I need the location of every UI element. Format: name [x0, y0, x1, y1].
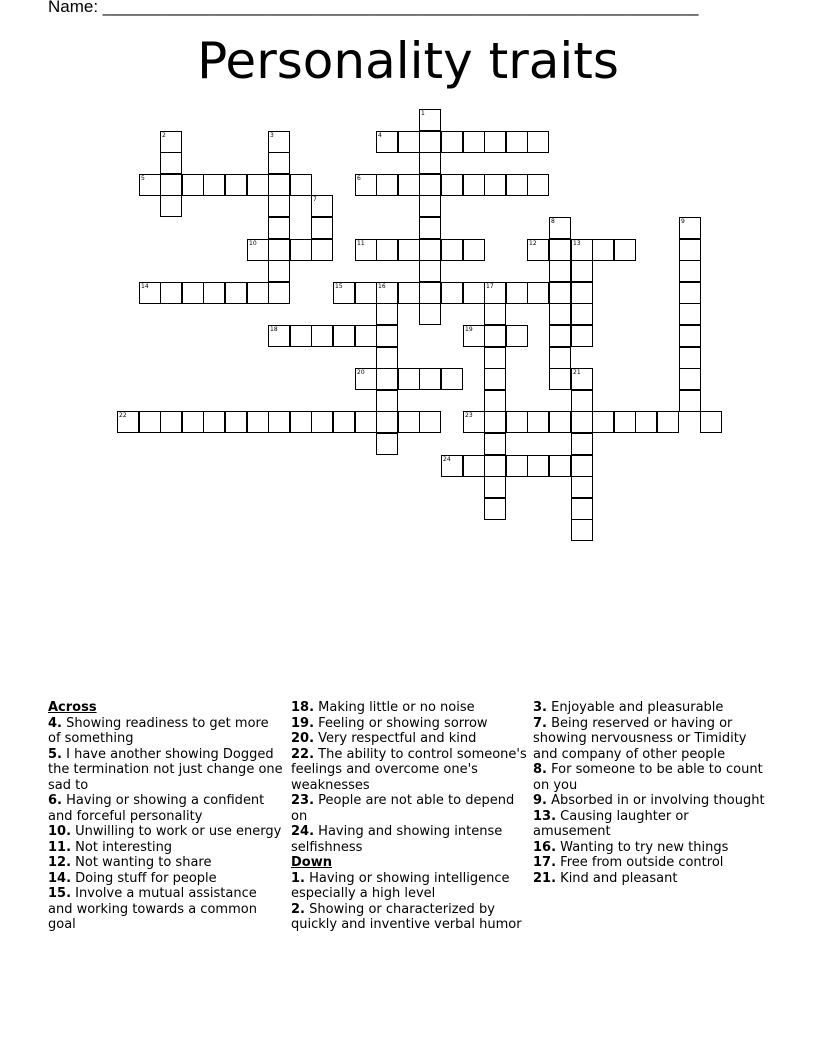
- grid-cell[interactable]: [376, 303, 398, 325]
- clue-number: 24.: [291, 824, 315, 839]
- grid-cell[interactable]: [571, 411, 593, 433]
- grid-cell[interactable]: [160, 174, 182, 196]
- clue-item: [48, 793, 283, 824]
- grid-cell[interactable]: [419, 152, 441, 174]
- clue-number: 14.: [48, 870, 72, 886]
- clue-number: 17.: [533, 855, 557, 870]
- grid-cell[interactable]: [419, 303, 441, 325]
- grid-cell[interactable]: [139, 174, 161, 196]
- grid-cell[interactable]: [635, 411, 657, 433]
- clue-number: 19.: [291, 715, 315, 731]
- grid-cell[interactable]: [441, 131, 463, 153]
- grid-cell[interactable]: [614, 239, 636, 261]
- down-clue-list-continued: [533, 700, 768, 886]
- clue-text: Having or showing a confident and forceful personality: [48, 793, 265, 824]
- clues-column-2: [291, 700, 531, 933]
- grid-cell[interactable]: [679, 239, 701, 261]
- clue-item: [533, 840, 768, 856]
- grid-cell[interactable]: [506, 411, 528, 433]
- grid-cell[interactable]: [225, 174, 247, 196]
- grid-cell[interactable]: [506, 174, 528, 196]
- clue-item: [533, 716, 768, 763]
- grid-cell[interactable]: [311, 195, 333, 217]
- down-clue-list: [291, 871, 531, 933]
- grid-cell[interactable]: [355, 411, 377, 433]
- grid-cell[interactable]: [376, 282, 398, 304]
- grid-cell[interactable]: [117, 411, 139, 433]
- grid-cell[interactable]: [549, 455, 571, 477]
- clue-number: 12.: [48, 855, 72, 870]
- grid-cell[interactable]: [463, 131, 485, 153]
- grid-cell[interactable]: [419, 282, 441, 304]
- clue-text: Having or showing intelligence especially a high level: [291, 870, 510, 901]
- grid-cell[interactable]: [268, 282, 290, 304]
- grid-cell[interactable]: [376, 174, 398, 196]
- clue-text: Making little or no noise: [318, 700, 475, 715]
- grid-cell[interactable]: [463, 239, 485, 261]
- clue-text: People are not able to depend on: [291, 793, 515, 824]
- clue-text: I have another showing Dogged the termination not just change one sad to: [48, 746, 283, 793]
- clue-number: 21.: [533, 870, 557, 886]
- clues-column-3: [533, 700, 768, 886]
- grid-cell[interactable]: [268, 131, 290, 153]
- clues-column-1: [48, 700, 283, 933]
- clue-number: 19: [465, 326, 473, 333]
- grid-cell[interactable]: [225, 282, 247, 304]
- grid-cell[interactable]: [247, 411, 269, 433]
- clue-number: 15.: [48, 886, 72, 901]
- grid-cell[interactable]: [571, 498, 593, 520]
- clue-number: 5.: [48, 746, 62, 762]
- grid-cell[interactable]: [182, 174, 204, 196]
- clue-number: 10.: [48, 824, 72, 839]
- grid-cell[interactable]: [484, 282, 506, 304]
- name-line: _______________________________________________________________: [102, 0, 699, 16]
- clue-number: 2.: [291, 901, 305, 917]
- grid-cell[interactable]: [419, 109, 441, 131]
- name-label: Name:: [48, 0, 103, 16]
- clue-text: Not wanting to share: [75, 855, 212, 870]
- clue-number: 11: [357, 240, 365, 247]
- clue-number: 4: [378, 132, 382, 139]
- down-heading: Down: [291, 855, 332, 870]
- grid-cell[interactable]: [484, 303, 506, 325]
- grid-cell[interactable]: [398, 131, 420, 153]
- across-clue-list: [48, 716, 283, 933]
- grid-cell[interactable]: [484, 476, 506, 498]
- clue-item: [48, 716, 283, 747]
- grid-cell[interactable]: [355, 174, 377, 196]
- clue-item: [291, 747, 531, 794]
- across-clue-list-continued: [291, 700, 531, 855]
- grid-cell[interactable]: [398, 411, 420, 433]
- grid-cell[interactable]: [679, 303, 701, 325]
- grid-cell[interactable]: [355, 239, 377, 261]
- grid-cell[interactable]: [571, 239, 593, 261]
- clue-number: 14: [141, 283, 149, 290]
- grid-cell[interactable]: [419, 131, 441, 153]
- grid-cell[interactable]: [311, 217, 333, 239]
- clue-number: 11.: [48, 839, 72, 855]
- grid-cell[interactable]: [571, 433, 593, 455]
- grid-cell[interactable]: [355, 325, 377, 347]
- clue-text: Showing or characterized by quickly and inventive verbal humor: [291, 901, 522, 932]
- clue-text: Absorbed in or involving thought: [551, 793, 765, 808]
- grid-cell[interactable]: [419, 195, 441, 217]
- grid-cell[interactable]: [527, 455, 549, 477]
- clue-number: 22.: [291, 746, 315, 762]
- clue-item: [533, 855, 768, 871]
- grid-cell[interactable]: [484, 433, 506, 455]
- grid-cell[interactable]: [311, 239, 333, 261]
- grid-cell[interactable]: [160, 195, 182, 217]
- grid-cell[interactable]: [441, 368, 463, 390]
- clue-text: Free from outside control: [560, 855, 724, 870]
- clue-text: Involve a mutual assistance and working towards a common goal: [48, 886, 257, 932]
- grid-cell[interactable]: [160, 282, 182, 304]
- clue-number: 23: [465, 412, 473, 419]
- grid-cell[interactable]: [290, 239, 312, 261]
- grid-cell[interactable]: [333, 325, 355, 347]
- clue-number: 10: [249, 240, 257, 247]
- clue-number: 15: [335, 283, 343, 290]
- clue-item: [48, 855, 283, 871]
- grid-cell[interactable]: [182, 411, 204, 433]
- grid-cell[interactable]: [527, 239, 549, 261]
- grid-cell[interactable]: [268, 217, 290, 239]
- clue-number: 16.: [533, 839, 557, 855]
- grid-cell[interactable]: [290, 325, 312, 347]
- grid-cell[interactable]: [376, 347, 398, 369]
- grid-cell[interactable]: [592, 411, 614, 433]
- grid-cell[interactable]: [247, 174, 269, 196]
- page-title: Personality traits: [197, 32, 619, 90]
- clue-item: [533, 809, 768, 840]
- grid-cell[interactable]: [463, 325, 485, 347]
- grid-cell[interactable]: [679, 260, 701, 282]
- clue-number: 18: [270, 326, 278, 333]
- grid-cell[interactable]: [419, 239, 441, 261]
- grid-cell[interactable]: [571, 390, 593, 412]
- grid-cell[interactable]: [203, 174, 225, 196]
- grid-cell[interactable]: [290, 174, 312, 196]
- clue-text: Enjoyable and pleasurable: [551, 700, 724, 715]
- clue-number: 16: [378, 283, 386, 290]
- grid-cell[interactable]: [527, 131, 549, 153]
- clue-item: [291, 731, 531, 747]
- clue-text: Very respectful and kind: [318, 731, 477, 746]
- grid-cell[interactable]: [679, 390, 701, 412]
- clue-text: Doing stuff for people: [75, 870, 217, 886]
- grid-cell[interactable]: [376, 325, 398, 347]
- clue-item: [48, 824, 283, 840]
- grid-cell[interactable]: [679, 368, 701, 390]
- grid-cell[interactable]: [484, 411, 506, 433]
- grid-cell[interactable]: [484, 368, 506, 390]
- clue-text: Kind and pleasant: [560, 870, 678, 886]
- grid-cell[interactable]: [268, 174, 290, 196]
- clue-item: [291, 700, 531, 716]
- grid-cell[interactable]: [549, 217, 571, 239]
- grid-cell[interactable]: [311, 411, 333, 433]
- grid-cell[interactable]: [355, 368, 377, 390]
- clue-item: [533, 871, 768, 887]
- grid-cell[interactable]: [376, 411, 398, 433]
- grid-cell[interactable]: [527, 411, 549, 433]
- grid-cell[interactable]: [203, 411, 225, 433]
- grid-cell[interactable]: [333, 282, 355, 304]
- grid-cell[interactable]: [441, 239, 463, 261]
- clue-number: 20: [357, 369, 365, 376]
- grid-cell[interactable]: [484, 174, 506, 196]
- clue-text: The ability to control someone's feelings and overcome one's weaknesses: [291, 746, 527, 793]
- clue-number: 7.: [533, 715, 547, 731]
- clue-number: 20.: [291, 731, 315, 746]
- grid-cell[interactable]: [484, 455, 506, 477]
- clue-item: [533, 793, 768, 809]
- clue-item: [291, 902, 531, 933]
- grid-cell[interactable]: [506, 325, 528, 347]
- grid-cell[interactable]: [463, 282, 485, 304]
- grid-cell[interactable]: [441, 455, 463, 477]
- clue-number: 6.: [48, 793, 62, 808]
- grid-cell[interactable]: [419, 368, 441, 390]
- clue-item: [291, 793, 531, 824]
- clue-number: 22: [119, 412, 127, 419]
- grid-cell[interactable]: [419, 260, 441, 282]
- clue-item: [48, 886, 283, 933]
- clue-number: 17: [486, 283, 494, 290]
- grid-cell[interactable]: [571, 476, 593, 498]
- grid-cell[interactable]: [376, 239, 398, 261]
- grid-cell[interactable]: [463, 174, 485, 196]
- grid-cell[interactable]: [290, 411, 312, 433]
- clue-item: [291, 716, 531, 732]
- grid-cell[interactable]: [247, 239, 269, 261]
- clue-text: Causing laughter or amusement: [533, 808, 689, 839]
- grid-cell[interactable]: [139, 282, 161, 304]
- clue-number: 1: [421, 110, 425, 117]
- grid-cell[interactable]: [549, 368, 571, 390]
- grid-cell[interactable]: [441, 282, 463, 304]
- grid-cell[interactable]: [398, 282, 420, 304]
- grid-cell[interactable]: [506, 131, 528, 153]
- clue-item: [533, 762, 768, 793]
- grid-cell[interactable]: [463, 411, 485, 433]
- clue-number: 24: [443, 456, 451, 463]
- grid-cell[interactable]: [549, 260, 571, 282]
- clue-number: 12: [529, 240, 537, 247]
- clue-number: 9: [681, 218, 685, 225]
- grid-cell[interactable]: [160, 131, 182, 153]
- grid-cell[interactable]: [571, 282, 593, 304]
- grid-cell[interactable]: [376, 131, 398, 153]
- grid-cell[interactable]: [268, 411, 290, 433]
- clue-text: Wanting to try new things: [560, 839, 729, 855]
- grid-cell[interactable]: [549, 325, 571, 347]
- grid-cell[interactable]: [549, 239, 571, 261]
- grid-cell[interactable]: [268, 260, 290, 282]
- grid-cell[interactable]: [247, 282, 269, 304]
- grid-cell[interactable]: [506, 282, 528, 304]
- grid-cell[interactable]: [311, 325, 333, 347]
- clue-text: Having and showing intense selfishness: [291, 824, 503, 855]
- clue-item: [533, 700, 768, 716]
- grid-cell[interactable]: [419, 411, 441, 433]
- grid-cell[interactable]: [679, 217, 701, 239]
- grid-cell[interactable]: [139, 411, 161, 433]
- grid-cell[interactable]: [398, 239, 420, 261]
- clue-number: 8.: [533, 762, 547, 777]
- clue-number: 18.: [291, 700, 315, 715]
- clue-item: [291, 824, 531, 855]
- clue-item: [48, 840, 283, 856]
- clue-text: For someone to be able to count on you: [533, 762, 763, 793]
- clue-item: [48, 871, 283, 887]
- clue-number: 3.: [533, 700, 547, 715]
- grid-cell[interactable]: [419, 174, 441, 196]
- grid-cell[interactable]: [398, 368, 420, 390]
- clue-number: 1.: [291, 870, 305, 886]
- grid-cell[interactable]: [571, 303, 593, 325]
- clue-number: 3: [270, 132, 274, 139]
- clue-number: 9.: [533, 793, 547, 808]
- grid-cell[interactable]: [441, 174, 463, 196]
- grid-cell[interactable]: [484, 390, 506, 412]
- grid-cell[interactable]: [571, 325, 593, 347]
- grid-cell[interactable]: [160, 152, 182, 174]
- grid-cell[interactable]: [268, 239, 290, 261]
- grid-cell[interactable]: [549, 303, 571, 325]
- clue-number: 5: [141, 175, 145, 182]
- grid-cell[interactable]: [398, 174, 420, 196]
- clue-number: 6: [357, 175, 361, 182]
- clue-number: 13.: [533, 808, 557, 824]
- clue-text: Feeling or showing sorrow: [318, 715, 488, 731]
- grid-cell[interactable]: [160, 411, 182, 433]
- grid-cell[interactable]: [484, 498, 506, 520]
- clue-item: [291, 871, 531, 902]
- clue-number: 4.: [48, 715, 62, 731]
- grid-cell[interactable]: [571, 260, 593, 282]
- grid-cell[interactable]: [571, 519, 593, 541]
- grid-cell[interactable]: [463, 455, 485, 477]
- clue-number: 23.: [291, 793, 315, 808]
- grid-cell[interactable]: [614, 411, 636, 433]
- grid-cell[interactable]: [182, 282, 204, 304]
- grid-cell[interactable]: [571, 455, 593, 477]
- grid-cell[interactable]: [700, 411, 722, 433]
- grid-cell[interactable]: [376, 368, 398, 390]
- grid-cell[interactable]: [484, 325, 506, 347]
- clue-text: Being reserved or having or showing nervousness or Timidity and company of other people: [533, 715, 747, 762]
- grid-cell[interactable]: [679, 325, 701, 347]
- grid-cell[interactable]: [376, 390, 398, 412]
- grid-cell[interactable]: [527, 174, 549, 196]
- grid-cell[interactable]: [527, 282, 549, 304]
- across-heading: Across: [48, 700, 97, 715]
- grid-cell[interactable]: [268, 152, 290, 174]
- grid-cell[interactable]: [419, 217, 441, 239]
- grid-cell[interactable]: [484, 347, 506, 369]
- grid-cell[interactable]: [549, 282, 571, 304]
- clue-number: 7: [313, 196, 317, 203]
- clue-item: [48, 747, 283, 794]
- grid-cell[interactable]: [355, 282, 377, 304]
- clue-text: Not interesting: [75, 839, 173, 855]
- clue-number: 21: [573, 369, 581, 376]
- grid-cell[interactable]: [679, 282, 701, 304]
- clue-text: Showing readiness to get more of something: [48, 715, 269, 746]
- grid-cell[interactable]: [484, 131, 506, 153]
- grid-cell[interactable]: [203, 282, 225, 304]
- grid-cell[interactable]: [333, 411, 355, 433]
- clue-text: Unwilling to work or use energy: [75, 824, 282, 839]
- grid-cell[interactable]: [571, 368, 593, 390]
- clue-number: 13: [573, 240, 581, 247]
- clue-number: 8: [551, 218, 555, 225]
- clue-number: 2: [162, 132, 166, 139]
- grid-cell[interactable]: [268, 325, 290, 347]
- grid-cell[interactable]: [549, 347, 571, 369]
- grid-cell[interactable]: [549, 411, 571, 433]
- grid-cell[interactable]: [657, 411, 679, 433]
- grid-cell[interactable]: [225, 411, 247, 433]
- grid-cell[interactable]: [376, 433, 398, 455]
- grid-cell[interactable]: [592, 239, 614, 261]
- grid-cell[interactable]: [506, 455, 528, 477]
- grid-cell[interactable]: [268, 195, 290, 217]
- grid-cell[interactable]: [679, 347, 701, 369]
